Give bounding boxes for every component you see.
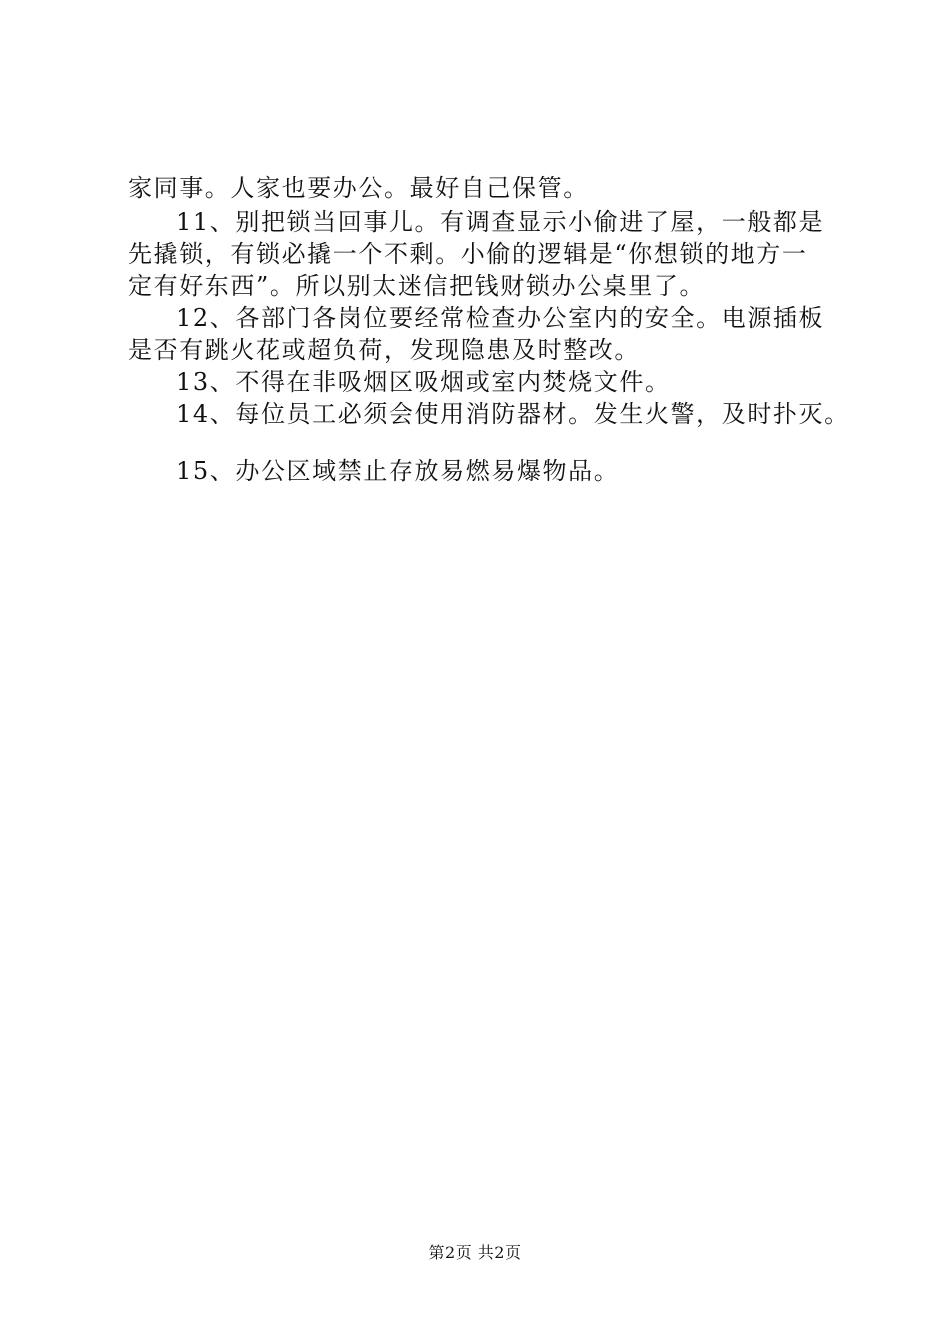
text-line: 先撬锁，有锁必撬一个不剩。小偷的逻辑是“你想锁的地方一 [128, 240, 808, 268]
text-line: 是否有跳火花或超负荷，发现隐患及时整改。 [128, 336, 640, 364]
text-line: 定有好东西”。所以别太迷信把钱财锁办公桌里了。 [128, 272, 706, 300]
text-line: 11、别把锁当回事儿。有调查显示小偷进了屋，一般都是 [176, 208, 825, 236]
text-line: 14、每位员工必须会使用消防器材。发生火警，及时扑灭。 [176, 400, 850, 428]
page-footer: 第2页 共2页 [428, 1243, 522, 1262]
text-line: 13、不得在非吸烟区吸烟或室内焚烧文件。 [176, 368, 671, 396]
text-line: 家同事。人家也要办公。最好自己保管。 [128, 174, 589, 202]
text-line: 15、办公区域禁止存放易燃易爆物品。 [176, 457, 620, 485]
text-line: 12、各部门各岗位要经常检查办公室内的安全。电源插板 [176, 304, 825, 332]
